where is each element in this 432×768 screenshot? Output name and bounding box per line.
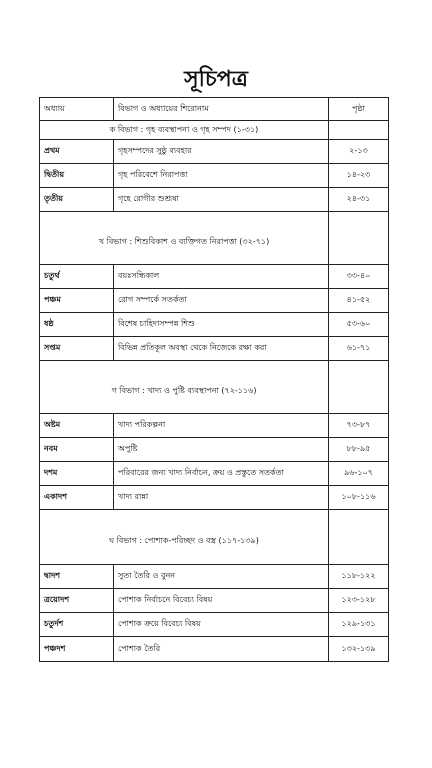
page-range: ১৪-২৩ xyxy=(329,164,389,188)
chapter-title: সুতা তৈরি ও বুনন xyxy=(114,565,329,589)
chapter-title: পোশাক তৈরি xyxy=(114,637,329,662)
chapter-number: চতুর্থ xyxy=(40,265,114,289)
section-heading-row xyxy=(40,361,389,414)
page-range: ৬১-৭১ xyxy=(329,337,389,361)
section-heading: গ বিভাগ : খাদ্য ও পুষ্টি ব্যবস্থাপনা (৭২-১১৬) xyxy=(40,361,329,414)
page-range: ২-১৩ xyxy=(329,140,389,164)
page-range: ১২৯-১৩১ xyxy=(329,613,389,637)
chapter-title: খাদ্য পরিকল্পনা xyxy=(114,414,329,438)
table-row xyxy=(40,589,389,613)
chapter-title: পরিবারের জন্য খাদ্য নির্বাচন, ক্রয় ও প্রস্তুতে সতর্কতা xyxy=(114,462,329,486)
page-range: ৭৩-৮৭ xyxy=(329,414,389,438)
page-title: সূচিপত্র xyxy=(184,67,248,92)
table-row xyxy=(40,140,389,164)
section-heading: খ বিভাগ : শিশুবিকাশ ও ব্যক্তিগত নিরাপত্তা (৩২-৭১) xyxy=(40,212,329,265)
page-range: ১০৮-১১৬ xyxy=(329,486,389,510)
chapter-title: বিশেষ চাহিদাসম্পন্ন শিশু xyxy=(114,313,329,337)
chapter-title: বয়ঃসন্ধিকাল xyxy=(114,265,329,289)
chapter-title: রোগ সম্পর্কে সতর্কতা xyxy=(114,289,329,313)
chapter-number: একাদশ xyxy=(40,486,114,510)
chapter-number: নবম xyxy=(40,438,114,462)
chapter-title: গৃহসম্পদের সুষ্ঠু ব্যবহার xyxy=(114,140,329,164)
chapter-number: প্রথম xyxy=(40,140,114,164)
chapter-number: দ্বাদশ xyxy=(40,565,114,589)
chapter-number: পঞ্চম xyxy=(40,289,114,313)
table-row xyxy=(40,337,389,361)
chapter-title: গৃহ পরিবেশে নিরাপত্তা xyxy=(114,164,329,188)
table-row xyxy=(40,313,389,337)
section-heading: ক বিভাগ : গৃহ ব্যবস্থাপনা ও গৃহ সম্পদ (১-৩১) xyxy=(40,121,329,140)
page-range: ১২৩-১২৮ xyxy=(329,589,389,613)
table-row xyxy=(40,613,389,637)
chapter-number: পঞ্চদশ xyxy=(40,637,114,662)
page-range: ৩৩-৪০ xyxy=(329,265,389,289)
chapter-number: দ্বিতীয় xyxy=(40,164,114,188)
table-row xyxy=(40,486,389,510)
chapter-title: বিভিন্ন প্রতিকূল অবস্থা থেকে নিজেকে রক্ষা করা xyxy=(114,337,329,361)
page-range: ১৩২-১৩৯ xyxy=(329,637,389,662)
chapter-title: পোশাক ক্রয়ে বিবেচ্য বিষয় xyxy=(114,613,329,637)
table-row xyxy=(40,637,389,662)
chapter-number: চতুর্দশ xyxy=(40,613,114,637)
header-page: পৃষ্ঠা xyxy=(329,98,389,121)
chapter-title: অপুষ্টি xyxy=(114,438,329,462)
section-heading-row xyxy=(40,212,389,265)
table-row xyxy=(40,188,389,212)
table-row xyxy=(40,289,389,313)
chapter-title: খাদ্য রান্না xyxy=(114,486,329,510)
table-row xyxy=(40,414,389,438)
table-row xyxy=(40,265,389,289)
chapter-number: দশম xyxy=(40,462,114,486)
chapter-number: ত্রয়োদশ xyxy=(40,589,114,613)
chapter-title: গৃহে রোগীর শুশ্রূষা xyxy=(114,188,329,212)
page-range: ৮৮-৯৫ xyxy=(329,438,389,462)
table-row xyxy=(40,164,389,188)
section-heading-row xyxy=(40,121,389,140)
page-range: ২৪-৩১ xyxy=(329,188,389,212)
section-heading-row xyxy=(40,510,389,565)
table-row xyxy=(40,462,389,486)
header-chapter: অধ্যায় xyxy=(40,98,114,121)
page-range: ৪১-৫২ xyxy=(329,289,389,313)
chapter-number: অষ্টম xyxy=(40,414,114,438)
header-title: বিভাগ ও অধ্যায়ের শিরোনাম xyxy=(114,98,329,121)
table-header-row xyxy=(40,98,389,121)
chapter-number: ষষ্ঠ xyxy=(40,313,114,337)
table-row xyxy=(40,565,389,589)
page-range: ৯৬-১০৭ xyxy=(329,462,389,486)
chapter-number: তৃতীয় xyxy=(40,188,114,212)
section-heading: ঘ বিভাগ : পোশাক-পরিচ্ছদ ও বস্ত্র (১১৭-১৩৯) xyxy=(40,510,329,565)
table-row xyxy=(40,438,389,462)
page-range: ১১৮-১২২ xyxy=(329,565,389,589)
page-range: ৫৩-৬০ xyxy=(329,313,389,337)
contents-table xyxy=(39,97,389,662)
chapter-number: সপ্তম xyxy=(40,337,114,361)
chapter-title: পোশাক নির্বাচনে বিবেচ্য বিষয় xyxy=(114,589,329,613)
